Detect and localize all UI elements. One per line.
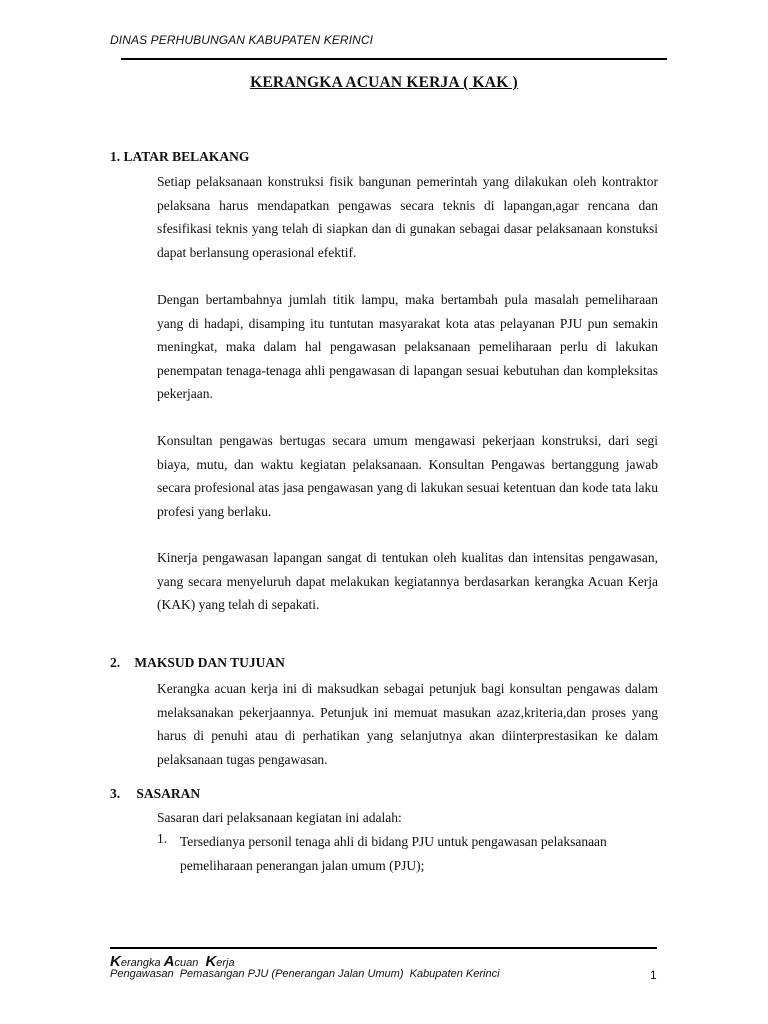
section-heading-sasaran — [110, 786, 200, 802]
list-item-number: 1. — [157, 831, 168, 846]
header-agency: DINAS PERHUBUNGAN KABUPATEN KERINCI — [110, 33, 374, 47]
brand-word: erja — [216, 957, 235, 969]
brand-letter: A — [163, 953, 175, 970]
section-title: MAKSUD DAN TUJUAN — [134, 655, 285, 670]
section-title: SASARAN — [136, 786, 201, 801]
paragraph: Kinerja pengawasan lapangan sangat di tentukan oleh kualitas dan intensitas pengawasan, yang secara menyeluruh dapat melakukan kegiatannya berdasarkan kerangka Acuan Kerja (KAK) yang telah di sepakati. — [157, 550, 658, 612]
paragraph: Kerangka acuan kerja ini di maksudkan sebagai petunjuk bagi konsultan pengawas dalam melaksanakan pekerjaannya. Petunjuk ini memuat masukan azaz,kriteria,dan proses yang harus di penuhi atau di perhatikan yang selanjutnya akan diinterprestasikan ke dalam pelaksanaan tugas pengawasan. — [157, 681, 658, 767]
footer-rule — [110, 947, 657, 949]
brand-letter: K — [205, 953, 217, 970]
brand-word: cuan — [174, 957, 199, 969]
footer-subtitle: Pengawasan Pemasangan PJU (Penerangan Jalan Umum) Kabupaten Kerinci — [110, 968, 500, 980]
section-heading-latar-belakang — [110, 149, 249, 165]
section-title: LATAR BELAKANG — [123, 149, 250, 164]
page-number: 1 — [650, 968, 657, 982]
brand-letter: K — [110, 953, 121, 970]
paragraph: Dengan bertambahnya jumlah titik lampu, maka bertambah pula masalah pemeliharaan yang di hadapi, disamping itu tuntutan masyarakat kota atas pelayanan PJU pun semakin meningkat, maka dalam hal pengawasan pelaksanaan pemeliharaan perlu di lakukan penempatan tenaga-tenaga ahli pengawasan di lapangan sesuai kebutuhan dan kompleksitas pekerjaan. — [157, 292, 658, 401]
list-item: Tersedianya personil tenaga ahli di bidang PJU untuk pengawasan pelaksanaan pemeliharaan penerangan jalan umum (PJU); — [180, 834, 607, 873]
section-heading-maksud-tujuan — [110, 655, 285, 671]
paragraph: Setiap pelaksanaan konstruksi fisik bangunan pemerintah yang dilakukan oleh kontraktor pelaksana harus mendapatkan pengawas secara teknis di lapangan,agar rencana dan sfesifikasi teknis yang telah di siapkan dan di gunakan sebagai dasar pelaksanaan konstuksi dapat berlansung operasional efektif. — [157, 174, 658, 260]
sasaran-intro: Sasaran dari pelaksanaan kegiatan ini adalah: — [157, 810, 402, 825]
paragraph: Konsultan pengawas bertugas secara umum mengawasi pekerjaan konstruksi, dari segi biaya, mutu, dan waktu kegiatan pelaksanaan. Konsultan Pengawas bertanggung jawab secara profesional atas jasa pengawasan yang di lakukan sesuai ketentuan dan kode tata laku profesi yang berlaku. — [157, 433, 658, 519]
header-rule — [121, 58, 667, 60]
section-number: 1. — [110, 149, 121, 164]
brand-word: erangka — [120, 957, 161, 969]
document-title: KERANGKA ACUAN KERJA ( KAK ) — [250, 74, 518, 91]
section-number: 3. — [110, 786, 121, 801]
section-number: 2. — [110, 655, 121, 670]
